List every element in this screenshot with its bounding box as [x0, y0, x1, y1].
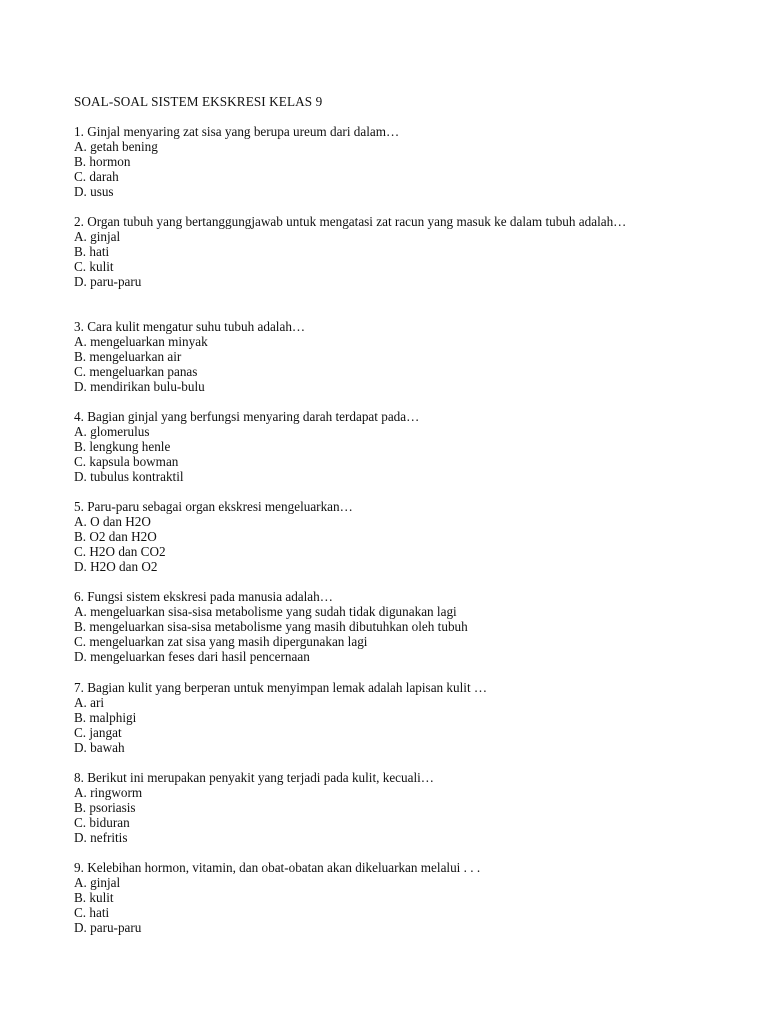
question-2: [74, 214, 694, 289]
question-5: [74, 499, 694, 574]
option-b: B. kulit: [74, 890, 114, 906]
option-a: A. getah bening: [74, 139, 158, 155]
option-d: D. mengeluarkan feses dari hasil pencernaan: [74, 649, 310, 665]
option-d: D. tubulus kontraktil: [74, 469, 184, 485]
option-a: A. ringworm: [74, 785, 143, 801]
option-c: C. kulit: [74, 259, 114, 275]
option-c: C. darah: [74, 169, 119, 185]
question-text: 9. Kelebihan hormon, vitamin, dan obat-obatan akan dikeluarkan melalui . . .: [74, 860, 481, 875]
option-c: C. hati: [74, 905, 110, 921]
option-a: A. O dan H2O: [74, 514, 151, 530]
question-text: 1. Ginjal menyaring zat sisa yang berupa ureum dari dalam…: [74, 124, 400, 139]
option-a: A. ginjal: [74, 875, 121, 891]
option-b: B. malphigi: [74, 710, 137, 726]
question-3: [74, 319, 694, 394]
option-d: D. paru-paru: [74, 920, 142, 936]
option-d: D. bawah: [74, 740, 125, 756]
document-title: SOAL-SOAL SISTEM EKSKRESI KELAS 9: [74, 94, 323, 109]
option-c: C. H2O dan CO2: [74, 544, 166, 560]
option-b: B. lengkung henle: [74, 439, 171, 455]
option-d: D. usus: [74, 184, 114, 200]
option-d: D. mendirikan bulu-bulu: [74, 379, 205, 395]
option-a: A. ginjal: [74, 229, 121, 245]
question-text: 3. Cara kulit mengatur suhu tubuh adalah…: [74, 319, 306, 334]
option-c: C. mengeluarkan panas: [74, 364, 198, 380]
option-d: D. H2O dan O2: [74, 559, 158, 575]
question-1: [74, 124, 694, 199]
question-text: 2. Organ tubuh yang bertanggungjawab untuk mengatasi zat racun yang masuk ke dalam tubuh adalah…: [74, 214, 627, 229]
question-text: 4. Bagian ginjal yang berfungsi menyaring darah terdapat pada…: [74, 409, 420, 424]
option-c: C. kapsula bowman: [74, 454, 179, 470]
option-b: B. psoriasis: [74, 800, 136, 816]
question-4: [74, 409, 694, 484]
question-7: [74, 680, 694, 755]
question-8: [74, 770, 694, 845]
option-b: B. mengeluarkan air: [74, 349, 182, 365]
option-b: B. mengeluarkan sisa-sisa metabolisme yang masih dibutuhkan oleh tubuh: [74, 619, 468, 635]
option-a: A. glomerulus: [74, 424, 150, 440]
question-9: [74, 860, 694, 935]
question-text: 5. Paru-paru sebagai organ ekskresi mengeluarkan…: [74, 499, 353, 514]
option-c: C. biduran: [74, 815, 130, 831]
option-a: A. ari: [74, 695, 105, 711]
option-a: A. mengeluarkan sisa-sisa metabolisme yang sudah tidak digunakan lagi: [74, 604, 457, 620]
question-6: [74, 589, 694, 664]
option-b: B. O2 dan H2O: [74, 529, 157, 545]
question-text: 7. Bagian kulit yang berperan untuk menyimpan lemak adalah lapisan kulit …: [74, 680, 488, 695]
question-text: 6. Fungsi sistem ekskresi pada manusia adalah…: [74, 589, 333, 604]
question-text: 8. Berikut ini merupakan penyakit yang terjadi pada kulit, kecuali…: [74, 770, 434, 785]
option-b: B. hormon: [74, 154, 131, 170]
option-d: D. paru-paru: [74, 274, 142, 290]
option-c: C. jangat: [74, 725, 122, 741]
option-a: A. mengeluarkan minyak: [74, 334, 208, 350]
option-c: C. mengeluarkan zat sisa yang masih dipergunakan lagi: [74, 634, 368, 650]
option-d: D. nefritis: [74, 830, 128, 846]
option-b: B. hati: [74, 244, 110, 260]
